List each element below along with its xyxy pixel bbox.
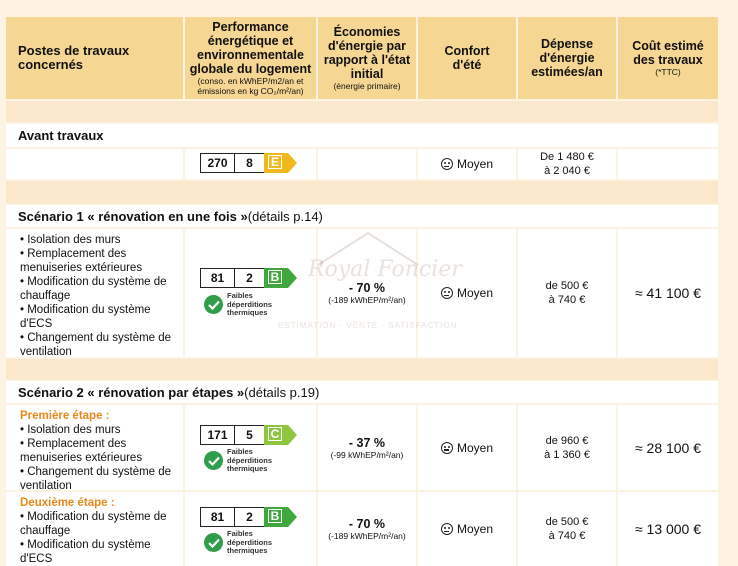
step1-confort-cell: [418, 405, 516, 490]
badge-text: Faibles déperditions thermiques: [227, 291, 273, 317]
scenario1-title: Scénario 1 « rénovation en une fois »: [18, 208, 248, 224]
scenario1-cout: ≈ 41 100 €: [634, 285, 702, 301]
watermark-name: Royal Foncier: [308, 257, 462, 282]
header-cout-title: Coût estimé des travaux: [632, 39, 704, 67]
step1-label: Première étape :: [20, 410, 110, 422]
scenario1-economie: - 70 %: [348, 281, 386, 295]
scenario1-confort: Moyen: [456, 286, 494, 300]
dpe-class-letter: C: [268, 427, 282, 441]
scenario1-postes-cell: [6, 229, 183, 357]
step2-depense-cell: [518, 492, 616, 566]
spacer-row: [6, 359, 718, 380]
check-icon: [204, 295, 223, 314]
badge-text: Faibles déperditions thermiques: [227, 529, 273, 555]
header-postes: [6, 17, 183, 99]
scenario2-title: Scénario 2 « rénovation par étapes »: [18, 384, 245, 400]
step2-economie-sub: (-189 kWhEP/m²/an): [328, 531, 406, 541]
dpe-ges: 2: [234, 507, 264, 527]
check-icon: [204, 533, 223, 552]
step2-cout: ≈ 13 000 €: [634, 521, 702, 537]
avant-confort-cell: [418, 149, 516, 179]
dpe-conso: 81: [200, 507, 234, 527]
scenario1-confort-cell: [418, 229, 516, 357]
step2-cout-cell: [618, 492, 718, 566]
header-economies: [318, 17, 416, 99]
scenario1-ref: (détails p.14): [247, 208, 323, 224]
dpe-ges: 2: [234, 268, 264, 288]
neutral-face-icon: [441, 158, 453, 170]
header-economies-sub: (énergie primaire): [333, 81, 401, 91]
list-item: • Isolation des murs: [20, 424, 121, 436]
dpe-ges: 8: [234, 153, 264, 173]
step2-confort-cell: [418, 492, 516, 566]
check-icon: [204, 451, 223, 470]
header-economies-title: Économies d'énergie par rapport à l'état initial: [323, 25, 411, 81]
step2-label: Deuxième étape :: [20, 497, 115, 509]
list-item: • Changement du système de ventilation: [20, 466, 172, 492]
step2-economie: - 70 %: [348, 517, 386, 531]
list-item: • Isolation des murs: [20, 234, 121, 246]
header-confort: [418, 17, 516, 99]
scenario1-economie-cell: [318, 229, 416, 357]
list-item: • Modification du système de chauffage: [20, 276, 167, 302]
header-cout-sub: (*TTC): [655, 67, 681, 77]
dpe-class-letter: B: [268, 509, 282, 523]
step1-postes-cell: [6, 405, 183, 490]
step2-depense-2: à 740 €: [548, 530, 586, 542]
avant-depense-2: à 2 040 €: [544, 165, 590, 177]
header-depense-label: Dépense d'énergie estimées/an: [531, 37, 603, 79]
list-item: • Changement du système de ventilation: [20, 332, 172, 358]
step1-economie-cell: [318, 405, 416, 490]
step1-cout: ≈ 28 100 €: [634, 439, 702, 456]
avant-title: Avant travaux: [18, 128, 104, 143]
neutral-face-icon: [441, 287, 453, 299]
avant-depense-1: De 1 480 €: [540, 151, 594, 163]
step2-postes-cell: [6, 492, 183, 566]
step1-depense-cell: [518, 405, 616, 490]
avant-confort: Moyen: [456, 157, 494, 171]
neutral-face-icon: [441, 523, 453, 535]
list-item: • Modification du système d'ECS: [20, 304, 151, 330]
list-item: • Remplacement des menuiseries extérieures: [20, 438, 143, 464]
avant-postes-cell: [6, 149, 183, 179]
badge-text: Faibles déperditions thermiques: [227, 447, 273, 473]
spacer-row: [6, 181, 718, 204]
step1-economie: - 37 %: [348, 435, 386, 450]
step1-depense-2: à 1 360 €: [544, 448, 590, 461]
avant-depense-cell: [518, 149, 616, 179]
list-item: • Modification du système de chauffage: [20, 511, 167, 537]
watermark-tagline: ESTIMATION - VENTE - SATISFACTION: [278, 321, 458, 330]
section-scenario-2: [6, 381, 718, 403]
step2-economie-cell: [318, 492, 416, 566]
dpe-label-scenario1: [200, 268, 298, 288]
dpe-class-letter: E: [268, 155, 282, 169]
badge-faibles-deperditions: [204, 530, 297, 556]
scenario1-depense-1: de 500 €: [545, 280, 589, 292]
header-confort-label: Confort d'été: [444, 44, 490, 72]
dpe-conso: 171: [200, 425, 234, 445]
list-item: • Remplacement des menuiseries extérieures: [20, 248, 143, 274]
step1-cout-cell: [618, 405, 718, 490]
section-avant-travaux: [6, 124, 718, 147]
header-depense: [518, 17, 616, 99]
header-performance-title: Performance énergétique et environnementale globale du logement: [189, 20, 312, 76]
scenario1-depense-cell: [518, 229, 616, 357]
neutral-face-icon: [441, 442, 453, 454]
step2-confort: Moyen: [456, 522, 494, 536]
spacer-row: [6, 101, 718, 122]
step1-confort: Moyen: [456, 440, 494, 455]
list-item: • Modification du système d'ECS: [20, 539, 151, 565]
header-cout: [618, 17, 718, 99]
header-performance-sub: (conso. en kWhEP/m2/an et émissions en kg CO₂/m²/an): [197, 76, 304, 96]
dpe-conso: 81: [200, 268, 234, 288]
dpe-label-avant: [200, 153, 298, 173]
step1-depense-1: de 960 €: [545, 434, 589, 447]
step1-economie-sub: (-99 kWhEP/m²/an): [330, 449, 404, 460]
header-performance: [185, 17, 316, 99]
dpe-label-step1: [200, 425, 298, 445]
avant-cout-cell: [618, 149, 718, 179]
section-scenario-1: [6, 205, 718, 227]
badge-faibles-deperditions: [204, 292, 297, 318]
scenario2-ref: (détails p.19): [244, 384, 320, 400]
dpe-label-step2: [200, 507, 298, 527]
scenario1-cout-cell: [618, 229, 718, 357]
scenario1-economie-sub: (-189 kWhEP/m²/an): [328, 295, 406, 305]
avant-economie-cell: [318, 149, 416, 179]
dpe-conso: 270: [200, 153, 234, 173]
badge-faibles-deperditions: [204, 448, 297, 474]
dpe-ges: 5: [234, 425, 264, 445]
dpe-class-letter: B: [268, 270, 282, 284]
header-postes-label: Postes de travaux concernés: [18, 43, 130, 72]
step2-depense-1: de 500 €: [545, 516, 589, 528]
scenario1-depense-2: à 740 €: [548, 294, 586, 306]
